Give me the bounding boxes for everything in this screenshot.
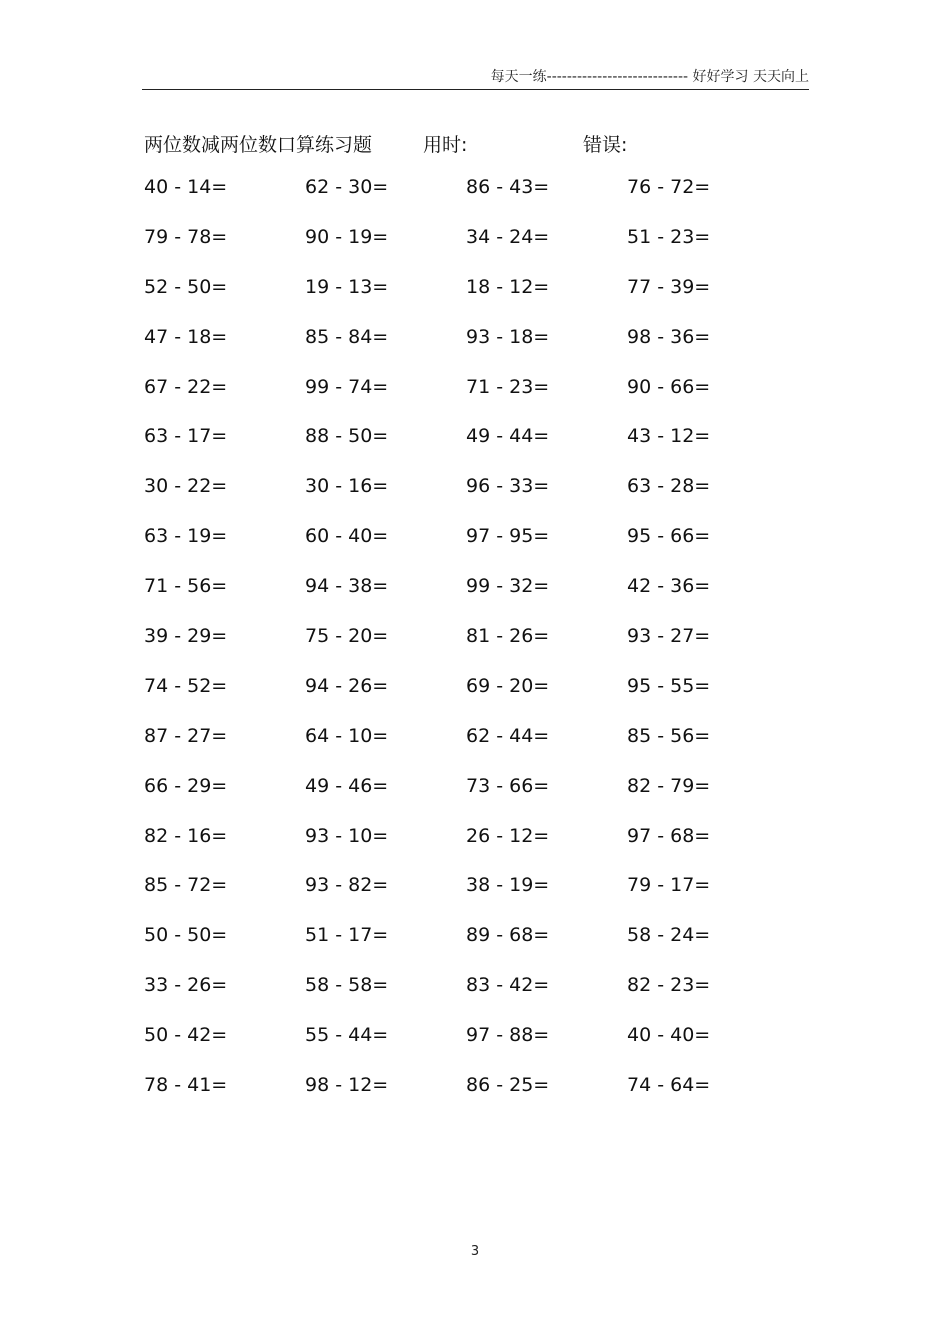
problem-item: 98 - 12= xyxy=(305,1074,389,1097)
problem-item: 55 - 44= xyxy=(305,1024,389,1047)
problem-item: 33 - 26= xyxy=(144,974,228,997)
problem-item: 77 - 39= xyxy=(627,275,711,298)
problem-item: 97 - 68= xyxy=(627,824,711,847)
problem-item: 40 - 14= xyxy=(144,176,228,198)
problem-item: 34 - 24= xyxy=(466,225,550,248)
problem-item: 85 - 56= xyxy=(627,724,711,747)
problem-item: 74 - 64= xyxy=(627,1074,711,1097)
problem-item: 74 - 52= xyxy=(144,674,228,697)
worksheet-title: 两位数减两位数口算练习题 xyxy=(144,134,373,156)
problem-item: 67 - 22= xyxy=(144,375,228,398)
problem-row xyxy=(0,226,950,276)
problem-row xyxy=(0,825,950,875)
problem-item: 62 - 30= xyxy=(305,176,389,198)
problem-item: 90 - 66= xyxy=(627,375,711,398)
title-row xyxy=(0,130,950,158)
problem-item: 85 - 84= xyxy=(305,325,389,348)
page-number: 3 xyxy=(470,1244,480,1259)
problem-item: 94 - 38= xyxy=(305,575,389,598)
problem-item: 38 - 19= xyxy=(466,874,550,897)
problem-item: 63 - 17= xyxy=(144,425,228,448)
problem-item: 83 - 42= xyxy=(466,974,550,997)
problem-item: 93 - 82= xyxy=(305,874,389,897)
problem-item: 89 - 68= xyxy=(466,924,550,947)
problem-item: 95 - 66= xyxy=(627,525,711,548)
page-header xyxy=(142,66,809,86)
problem-item: 76 - 72= xyxy=(627,176,711,198)
problem-row xyxy=(0,775,950,825)
time-label: 用时: xyxy=(423,134,468,156)
problem-item: 95 - 55= xyxy=(627,674,711,697)
problem-item: 82 - 23= xyxy=(627,974,711,997)
problem-item: 99 - 32= xyxy=(466,575,550,598)
problem-item: 58 - 24= xyxy=(627,924,711,947)
problem-item: 73 - 66= xyxy=(466,774,550,797)
problem-item: 93 - 10= xyxy=(305,824,389,847)
problem-item: 63 - 28= xyxy=(627,475,711,498)
problem-item: 79 - 78= xyxy=(144,225,228,248)
problem-item: 43 - 12= xyxy=(627,425,711,448)
problem-row xyxy=(0,276,950,326)
header-left-text: 每天一练 xyxy=(490,69,547,85)
problem-item: 97 - 95= xyxy=(466,525,550,548)
problem-item: 60 - 40= xyxy=(305,525,389,548)
problem-row xyxy=(0,1074,950,1124)
problem-item: 93 - 27= xyxy=(627,625,711,648)
problem-item: 63 - 19= xyxy=(144,525,228,548)
problem-grid xyxy=(0,176,950,1124)
problem-item: 19 - 13= xyxy=(305,275,389,298)
problem-item: 18 - 12= xyxy=(466,275,550,298)
problem-item: 71 - 23= xyxy=(466,375,550,398)
problem-item: 82 - 79= xyxy=(627,774,711,797)
problem-row xyxy=(0,176,950,226)
header-rule xyxy=(142,89,809,90)
problem-item: 90 - 19= xyxy=(305,225,389,248)
problem-row xyxy=(0,974,950,1024)
problem-item: 75 - 20= xyxy=(305,625,389,648)
problem-item: 50 - 42= xyxy=(144,1024,228,1047)
header-right-text: 好好学习 天天向上 xyxy=(692,69,809,85)
problem-item: 93 - 18= xyxy=(466,325,550,348)
problem-item: 79 - 17= xyxy=(627,874,711,897)
problem-row xyxy=(0,1024,950,1074)
problem-item: 30 - 22= xyxy=(144,475,228,498)
problem-item: 40 - 40= xyxy=(627,1024,711,1047)
problem-row xyxy=(0,675,950,725)
problem-row xyxy=(0,525,950,575)
problem-row xyxy=(0,874,950,924)
problem-item: 51 - 23= xyxy=(627,225,711,248)
header-dashes: ---------------------------- xyxy=(546,69,689,85)
problem-item: 50 - 50= xyxy=(144,924,228,947)
problem-item: 88 - 50= xyxy=(305,425,389,448)
problem-item: 82 - 16= xyxy=(144,824,228,847)
problem-row xyxy=(0,725,950,775)
problem-row xyxy=(0,625,950,675)
problem-item: 62 - 44= xyxy=(466,724,550,747)
problem-item: 87 - 27= xyxy=(144,724,228,747)
problem-item: 96 - 33= xyxy=(466,475,550,498)
problem-row xyxy=(0,924,950,974)
problem-item: 86 - 43= xyxy=(466,176,550,198)
problem-item: 81 - 26= xyxy=(466,625,550,648)
problem-item: 47 - 18= xyxy=(144,325,228,348)
problem-item: 64 - 10= xyxy=(305,724,389,747)
problem-item: 49 - 46= xyxy=(305,774,389,797)
problem-item: 39 - 29= xyxy=(144,625,228,648)
problem-item: 30 - 16= xyxy=(305,475,389,498)
problem-item: 99 - 74= xyxy=(305,375,389,398)
problem-row xyxy=(0,425,950,475)
problem-item: 52 - 50= xyxy=(144,275,228,298)
problem-item: 49 - 44= xyxy=(466,425,550,448)
problem-row xyxy=(0,575,950,625)
problem-item: 78 - 41= xyxy=(144,1074,228,1097)
problem-item: 71 - 56= xyxy=(144,575,228,598)
problem-item: 42 - 36= xyxy=(627,575,711,598)
problem-item: 66 - 29= xyxy=(144,774,228,797)
problem-item: 85 - 72= xyxy=(144,874,228,897)
problem-row xyxy=(0,475,950,525)
problem-item: 26 - 12= xyxy=(466,824,550,847)
problem-row xyxy=(0,326,950,376)
problem-item: 94 - 26= xyxy=(305,674,389,697)
problem-item: 69 - 20= xyxy=(466,674,550,697)
problem-item: 86 - 25= xyxy=(466,1074,550,1097)
problem-item: 98 - 36= xyxy=(627,325,711,348)
error-label: 错误: xyxy=(583,134,628,156)
problem-row xyxy=(0,376,950,426)
problem-item: 58 - 58= xyxy=(305,974,389,997)
problem-item: 97 - 88= xyxy=(466,1024,550,1047)
problem-item: 51 - 17= xyxy=(305,924,389,947)
